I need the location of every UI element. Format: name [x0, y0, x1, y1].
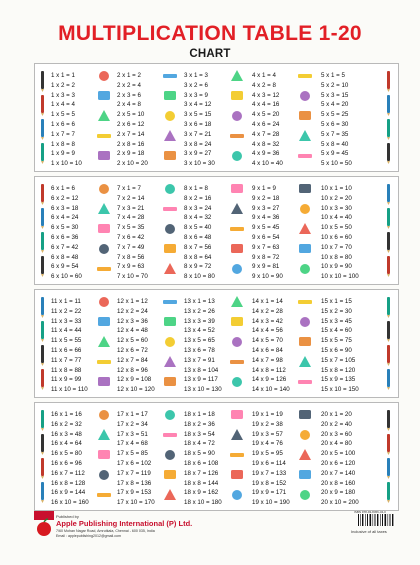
- table-row: 6 x 8 = 48: [51, 253, 79, 261]
- table-row: 1 x 7 = 7: [51, 130, 75, 138]
- table-row: 13 x 10 = 130: [184, 386, 222, 394]
- table-row: 1 x 1 = 1: [51, 72, 75, 79]
- table-row: 20 x 10 = 200: [321, 499, 359, 507]
- object-illustration-icon: [161, 181, 179, 279]
- table-row: 6 x 2 = 12: [51, 194, 79, 202]
- table-row: 15 x 8 = 120: [321, 366, 356, 374]
- table-row: 14 x 7 = 98: [252, 356, 283, 364]
- publisher-address: 7/60 Mohan Nagar Road, Amrutkala, Chennai - 600 035, India: [56, 529, 155, 533]
- table-row: 3 x 3 = 9: [184, 91, 208, 99]
- table-row: 10 x 9 = 90: [321, 263, 352, 271]
- table-row: 18 x 7 = 126: [184, 469, 219, 477]
- table-row: 16 x 4 = 64: [51, 440, 82, 448]
- table-row: 13 x 7 = 91: [184, 356, 215, 364]
- table-row: 10 x 1 = 10: [321, 185, 352, 192]
- object-illustration-icon: [228, 407, 246, 505]
- table-row: 4 x 10 = 40: [252, 160, 283, 168]
- object-illustration-icon: [296, 294, 314, 392]
- table-row: 5 x 1 = 5: [321, 72, 345, 79]
- table-row: 14 x 5 = 70: [252, 337, 283, 345]
- table-row: 10 x 7 = 70: [321, 243, 352, 251]
- table-row: 13 x 2 = 26: [184, 307, 215, 315]
- table-row: 6 x 1 = 6: [51, 185, 75, 192]
- pencil-icon: [385, 295, 393, 391]
- table-row: 14 x 10 = 140: [252, 386, 290, 394]
- table-row: 16 x 10 = 160: [51, 499, 89, 507]
- published-by-label: Published by: [56, 514, 79, 519]
- table-row: 15 x 5 = 75: [321, 337, 352, 345]
- table-row: 9 x 5 = 45: [252, 224, 280, 232]
- table-row: 9 x 10 = 90: [252, 273, 283, 281]
- table-row: 14 x 1 = 14: [252, 298, 283, 305]
- table-row: 8 x 9 = 72: [184, 263, 212, 271]
- table-row: 9 x 4 = 36: [252, 214, 280, 222]
- table-row: 6 x 9 = 54: [51, 263, 79, 271]
- table-row: 8 x 8 = 64: [184, 253, 212, 261]
- table-row: 17 x 8 = 136: [117, 479, 152, 487]
- table-row: 4 x 5 = 20: [252, 111, 280, 119]
- table-row: 8 x 4 = 32: [184, 214, 212, 222]
- table-row: 19 x 3 = 57: [252, 430, 283, 438]
- table-row: 8 x 3 = 24: [184, 204, 212, 212]
- table-row: 9 x 2 = 18: [252, 194, 280, 202]
- table-row: 11 x 7 = 77: [51, 356, 82, 364]
- table-row: 2 x 6 = 12: [117, 121, 145, 128]
- table-row: 20 x 5 = 100: [321, 450, 356, 458]
- table-row: 5 x 4 = 20: [321, 101, 349, 109]
- barcode-image: [357, 514, 395, 526]
- table-row: 20 x 4 = 80: [321, 440, 352, 448]
- table-row: 18 x 9 = 162: [184, 489, 219, 497]
- table-row: 1 x 10 = 10: [51, 160, 82, 168]
- table-row: 16 x 7 = 112: [51, 469, 85, 477]
- table-row: 11 x 9 = 99: [51, 376, 82, 384]
- table-row: 8 x 7 = 56: [184, 243, 212, 251]
- table-row: 17 x 10 = 170: [117, 499, 155, 507]
- table-row: 19 x 2 = 38: [252, 420, 283, 428]
- table-row: 20 x 9 = 180: [321, 489, 356, 497]
- table-row: 7 x 2 = 14: [117, 194, 145, 202]
- object-illustration-icon: [228, 68, 246, 166]
- table-row: 20 x 2 = 40: [321, 420, 352, 428]
- table-row: 13 x 8 = 104: [184, 366, 219, 374]
- table-row: 2 x 4 = 8: [117, 101, 141, 109]
- table-row: 15 x 6 = 90: [321, 347, 352, 354]
- table-row: 4 x 1 = 4: [252, 72, 276, 79]
- object-illustration-icon: [95, 181, 113, 279]
- table-row: 17 x 6 = 102: [117, 460, 152, 467]
- table-row: 14 x 9 = 126: [252, 376, 287, 384]
- table-row: 5 x 10 = 50: [321, 160, 352, 168]
- table-row: 13 x 6 = 78: [184, 347, 215, 354]
- object-illustration-icon: [296, 181, 314, 279]
- table-row: 16 x 2 = 32: [51, 420, 82, 428]
- table-row: 17 x 7 = 119: [117, 469, 151, 477]
- table-row: 4 x 6 = 24: [252, 121, 280, 128]
- table-row: 6 x 5 = 30: [51, 224, 79, 232]
- table-row: 8 x 5 = 40: [184, 224, 212, 232]
- publisher-name: Apple Publishing International (P) Ltd.: [56, 519, 193, 528]
- table-row: 14 x 4 = 56: [252, 327, 283, 335]
- table-row: 18 x 1 = 18: [184, 411, 215, 418]
- table-row: 11 x 1 = 11: [51, 298, 81, 305]
- table-row: 15 x 2 = 30: [321, 307, 352, 315]
- pencil-icon: [385, 408, 393, 504]
- table-row: 18 x 10 = 180: [184, 499, 222, 507]
- table-row: 4 x 7 = 28: [252, 130, 280, 138]
- table-row: 11 x 2 = 22: [51, 307, 82, 315]
- table-row: 15 x 4 = 60: [321, 327, 352, 335]
- table-row: 12 x 2 = 24: [117, 307, 148, 315]
- table-row: 2 x 5 = 10: [117, 111, 145, 119]
- table-row: 7 x 4 = 28: [117, 214, 145, 222]
- table-row: 15 x 9 = 135: [321, 376, 356, 384]
- table-row: 2 x 9 = 18: [117, 150, 145, 158]
- table-row: 1 x 2 = 2: [51, 81, 75, 89]
- table-row: 13 x 5 = 65: [184, 337, 215, 345]
- table-row: 6 x 6 = 36: [51, 234, 79, 241]
- table-row: 18 x 6 = 108: [184, 460, 219, 467]
- table-row: 3 x 9 = 27: [184, 150, 212, 158]
- object-illustration-icon: [228, 181, 246, 279]
- table-row: 18 x 4 = 72: [184, 440, 215, 448]
- pen-icon: [39, 69, 47, 165]
- table-row: 7 x 5 = 35: [117, 224, 145, 232]
- table-row: 12 x 10 = 120: [117, 386, 155, 394]
- object-illustration-icon: [95, 294, 113, 392]
- table-row: 3 x 10 = 30: [184, 160, 215, 168]
- table-row: 16 x 9 = 144: [51, 489, 86, 497]
- table-row: 10 x 6 = 60: [321, 234, 352, 241]
- pencil-icon: [385, 69, 393, 165]
- table-row: 17 x 5 = 85: [117, 450, 148, 458]
- table-row: 17 x 4 = 68: [117, 440, 148, 448]
- table-row: 16 x 6 = 96: [51, 460, 82, 467]
- table-row: 12 x 8 = 96: [117, 366, 148, 374]
- apple-books-logo: [34, 511, 54, 537]
- table-row: 14 x 8 = 112: [252, 366, 286, 374]
- table-row: 5 x 3 = 15: [321, 91, 349, 99]
- object-illustration-icon: [161, 68, 179, 166]
- table-row: 9 x 7 = 63: [252, 243, 280, 251]
- object-illustration-icon: [228, 294, 246, 392]
- table-row: 7 x 7 = 49: [117, 243, 145, 251]
- table-row: 20 x 6 = 120: [321, 460, 356, 467]
- isbn-label: ISBN 978-93-8456-34-0: [354, 510, 386, 514]
- table-row: 8 x 10 = 80: [184, 273, 215, 281]
- table-row: 7 x 1 = 7: [117, 185, 141, 192]
- object-illustration-icon: [161, 294, 179, 392]
- pencil-icon: [385, 182, 393, 278]
- table-row: 20 x 7 = 140: [321, 469, 356, 477]
- table-panel: [34, 289, 399, 398]
- table-row: 5 x 2 = 10: [321, 81, 349, 89]
- table-panel: [34, 176, 399, 285]
- table-row: 11 x 10 = 110: [51, 386, 88, 394]
- table-row: 12 x 9 = 108: [117, 376, 152, 384]
- table-row: 11 x 8 = 88: [51, 366, 82, 374]
- table-row: 6 x 4 = 24: [51, 214, 79, 222]
- table-row: 10 x 3 = 30: [321, 204, 352, 212]
- table-row: 7 x 3 = 21: [117, 204, 145, 212]
- table-row: 19 x 4 = 76: [252, 440, 283, 448]
- table-row: 4 x 3 = 12: [252, 91, 280, 99]
- table-row: 17 x 9 = 153: [117, 489, 152, 497]
- table-row: 19 x 5 = 95: [252, 450, 283, 458]
- table-row: 16 x 5 = 80: [51, 450, 82, 458]
- table-row: 1 x 5 = 5: [51, 111, 75, 119]
- table-row: 11 x 3 = 33: [51, 317, 82, 325]
- table-row: 20 x 3 = 60: [321, 430, 352, 438]
- table-row: 17 x 2 = 34: [117, 420, 148, 428]
- table-row: 12 x 3 = 36: [117, 317, 148, 325]
- table-row: 9 x 9 = 81: [252, 263, 280, 271]
- object-illustration-icon: [296, 68, 314, 166]
- table-row: 12 x 4 = 48: [117, 327, 148, 335]
- table-row: 7 x 6 = 42: [117, 234, 145, 241]
- object-illustration-icon: [296, 407, 314, 505]
- table-row: 3 x 2 = 6: [184, 81, 208, 89]
- table-row: 10 x 8 = 80: [321, 253, 352, 261]
- table-row: 7 x 10 = 70: [117, 273, 148, 281]
- table-row: 20 x 1 = 20: [321, 411, 352, 418]
- table-row: 2 x 3 = 6: [117, 91, 141, 99]
- table-row: 13 x 9 = 117: [184, 376, 218, 384]
- table-row: 16 x 8 = 128: [51, 479, 86, 487]
- table-row: 13 x 1 = 13: [184, 298, 215, 305]
- table-row: 12 x 5 = 60: [117, 337, 148, 345]
- table-row: 18 x 2 = 36: [184, 420, 215, 428]
- table-row: 14 x 3 = 42: [252, 317, 283, 325]
- table-row: 4 x 9 = 36: [252, 150, 280, 158]
- table-row: 3 x 4 = 12: [184, 101, 212, 109]
- table-row: 5 x 7 = 35: [321, 130, 349, 138]
- price-note: Inclusive of all taxes: [351, 529, 387, 534]
- table-row: 3 x 5 = 15: [184, 111, 212, 119]
- table-row: 11 x 6 = 66: [51, 347, 82, 354]
- table-row: 16 x 3 = 48: [51, 430, 82, 438]
- table-row: 6 x 7 = 42: [51, 243, 79, 251]
- table-row: 10 x 2 = 20: [321, 194, 352, 202]
- table-panel: [34, 402, 399, 511]
- table-row: 14 x 2 = 28: [252, 307, 283, 315]
- table-row: 10 x 4 = 40: [321, 214, 352, 222]
- table-row: 3 x 7 = 21: [184, 130, 212, 138]
- chart-title: MULTIPLICATION TABLE 1-20: [58, 22, 362, 45]
- table-row: 2 x 1 = 2: [117, 72, 141, 79]
- table-row: 19 x 8 = 152: [252, 479, 287, 487]
- table-row: 20 x 8 = 160: [321, 479, 356, 487]
- table-row: 18 x 8 = 144: [184, 479, 219, 487]
- table-row: 3 x 1 = 3: [184, 72, 208, 79]
- table-row: 5 x 8 = 40: [321, 140, 349, 148]
- table-row: 6 x 10 = 60: [51, 273, 82, 281]
- table-row: 17 x 1 = 17: [117, 411, 148, 418]
- table-row: 13 x 4 = 52: [184, 327, 215, 335]
- table-row: 2 x 8 = 16: [117, 140, 145, 148]
- table-row: 2 x 2 = 4: [117, 81, 141, 89]
- object-illustration-icon: [95, 407, 113, 505]
- table-row: 1 x 4 = 4: [51, 101, 75, 109]
- chart-subtitle: CHART: [189, 48, 231, 60]
- table-row: 11 x 5 = 55: [51, 337, 82, 345]
- table-row: 3 x 8 = 24: [184, 140, 212, 148]
- table-row: 18 x 5 = 90: [184, 450, 215, 458]
- table-row: 11 x 4 = 44: [51, 327, 82, 335]
- table-row: 7 x 9 = 63: [117, 263, 145, 271]
- table-row: 9 x 3 = 27: [252, 204, 280, 212]
- table-row: 19 x 1 = 19: [252, 411, 283, 418]
- pen-icon: [39, 408, 47, 504]
- pen-icon: [39, 295, 47, 391]
- table-row: 16 x 1 = 16: [51, 411, 82, 418]
- object-illustration-icon: [95, 68, 113, 166]
- table-row: 14 x 6 = 84: [252, 347, 283, 354]
- table-row: 18 x 3 = 54: [184, 430, 215, 438]
- table-row: 1 x 3 = 3: [51, 91, 75, 99]
- table-row: 4 x 2 = 8: [252, 81, 276, 89]
- table-row: 15 x 3 = 45: [321, 317, 352, 325]
- table-row: 7 x 8 = 56: [117, 253, 145, 261]
- table-row: 9 x 6 = 54: [252, 234, 280, 241]
- table-row: 5 x 5 = 25: [321, 111, 349, 119]
- table-row: 1 x 9 = 9: [51, 150, 75, 158]
- table-row: 1 x 6 = 6: [51, 121, 75, 128]
- table-row: 1 x 8 = 8: [51, 140, 75, 148]
- table-row: 2 x 7 = 14: [117, 130, 145, 138]
- table-row: 15 x 10 = 150: [321, 386, 359, 394]
- table-row: 5 x 6 = 30: [321, 121, 349, 128]
- table-row: 17 x 3 = 51: [117, 430, 148, 438]
- table-row: 12 x 1 = 12: [117, 298, 148, 305]
- table-row: 8 x 6 = 48: [184, 234, 212, 241]
- pen-icon: [39, 182, 47, 278]
- table-row: 15 x 7 = 105: [321, 356, 356, 364]
- publisher-email: Email : applepublishing2012@gmail.com: [56, 534, 121, 538]
- table-row: 5 x 9 = 45: [321, 150, 349, 158]
- object-illustration-icon: [161, 407, 179, 505]
- table-row: 8 x 2 = 16: [184, 194, 212, 202]
- table-row: 19 x 6 = 114: [252, 460, 286, 467]
- table-row: 8 x 1 = 8: [184, 185, 208, 192]
- table-row: 15 x 1 = 15: [321, 298, 352, 305]
- table-row: 3 x 6 = 18: [184, 121, 212, 128]
- table-row: 19 x 10 = 190: [252, 499, 290, 507]
- table-row: 9 x 1 = 9: [252, 185, 276, 192]
- table-row: 13 x 3 = 39: [184, 317, 215, 325]
- table-row: 12 x 7 = 84: [117, 356, 148, 364]
- table-row: 10 x 5 = 50: [321, 224, 352, 232]
- table-row: 9 x 8 = 72: [252, 253, 280, 261]
- table-row: 19 x 9 = 171: [252, 489, 287, 497]
- table-row: 10 x 10 = 100: [321, 273, 359, 281]
- table-row: 2 x 10 = 20: [117, 160, 148, 168]
- table-row: 19 x 7 = 133: [252, 469, 287, 477]
- table-panel: [34, 63, 399, 172]
- table-row: 4 x 4 = 16: [252, 101, 280, 109]
- table-row: 12 x 6 = 72: [117, 347, 148, 354]
- table-row: 6 x 3 = 18: [51, 204, 79, 212]
- table-row: 4 x 8 = 32: [252, 140, 280, 148]
